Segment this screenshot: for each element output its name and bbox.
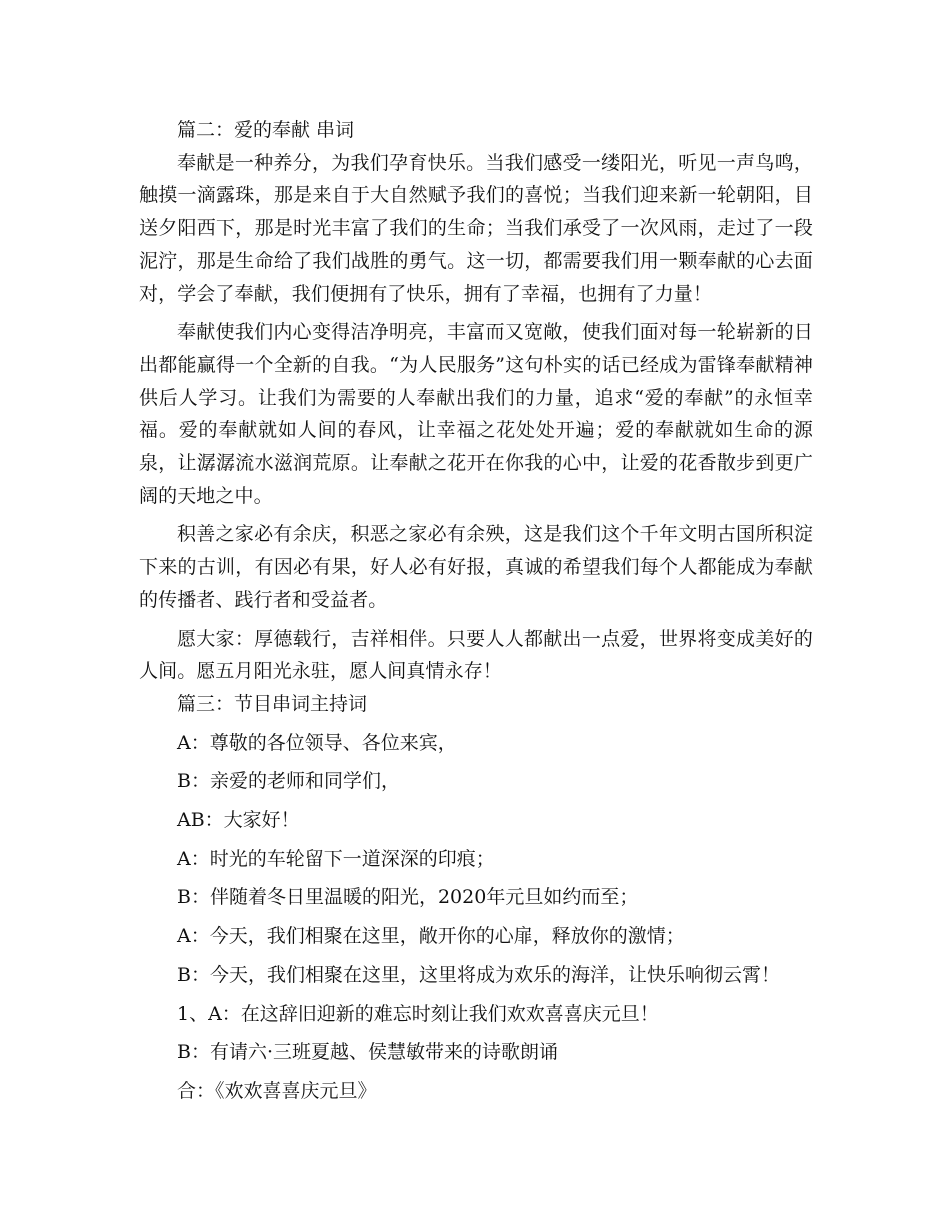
dialogue-line: A：今天，我们相聚在这里，敞开你的心扉，释放你的激情；: [177, 925, 685, 948]
section2-paragraph-2: 奉献使我们内心变得洁净明亮，丰富而又宽敞，使我们面对每一轮崭新的日出都能赢得一个全新的自我。“为人民服务”这句朴实的话已经成为雷锋奉献精神供后人学习。让我们为需要的人奉献出我们的力量，追求“爱的奉献”的永恒幸福。爱的奉献就如人间的春风，让幸福之花处处开遍；爱的奉献就如生命的源泉，让潺潺流水滋润荒原。让奉献之花开在你我的心中，让爱的花香散步到更广阔的天地之中。: [139, 321, 813, 507]
dialogue-line: A：时光的车轮留下一道深深的印痕；: [177, 847, 495, 870]
dialogue-line: B：伴随着冬日里温暖的阳光，2020年元旦如约而至；: [177, 886, 639, 909]
section2-paragraph-4: 愿大家：厚德载行，吉祥相伴。只要人人都献出一点爱，世界将变成美好的人间。愿五月阳光永驻，愿人间真情永存！: [139, 627, 813, 683]
dialogue-line: B：亲爱的老师和同学们，: [177, 770, 400, 793]
dialogue-line: B：今天，我们相聚在这里，这里将成为欢乐的海洋，让快乐响彻云霄！: [177, 963, 780, 986]
section2-title: 篇二：爱的奉献 串词: [177, 119, 355, 141]
dialogue-line: B：有请六·三班夏越、侯慧敏带来的诗歌朗诵: [177, 1041, 559, 1064]
section2-paragraph-3: 积善之家必有余庆，积恶之家必有余殃，这是我们这个千年文明古国所积淀下来的古训，有因必有果，好人必有好报，真诚的希望我们每个人都能成为奉献的传播者、践行者和受益者。: [139, 523, 813, 611]
dialogue-line: 1、A：在这辞旧迎新的难忘时刻让我们欢欢喜喜庆元旦！: [177, 1002, 659, 1025]
section2-paragraph-1: 奉献是一种养分，为我们孕育快乐。当我们感受一缕阳光，听见一声鸟鸣，触摸一滴露珠，那是来自于大自然赋予我们的喜悦；当我们迎来新一轮朝阳，目送夕阳西下，那是时光丰富了我们的生命；当我们承受了一次风雨，走过了一段泥泞，那是生命给了我们战胜的勇气。这一切，都需要我们用一颗奉献的心去面对，学会了奉献，我们便拥有了快乐，拥有了幸福，也拥有了力量！: [139, 151, 813, 305]
section3-title: 篇三：节目串词主持词: [177, 692, 368, 715]
document-body: [139, 114, 813, 1108]
dialogue-line: A：尊敬的各位领导、各位来宾，: [177, 731, 457, 754]
dialogue-line: 合：《欢欢喜喜庆元旦》: [177, 1079, 377, 1102]
dialogue-line: AB：大家好！: [177, 809, 300, 832]
